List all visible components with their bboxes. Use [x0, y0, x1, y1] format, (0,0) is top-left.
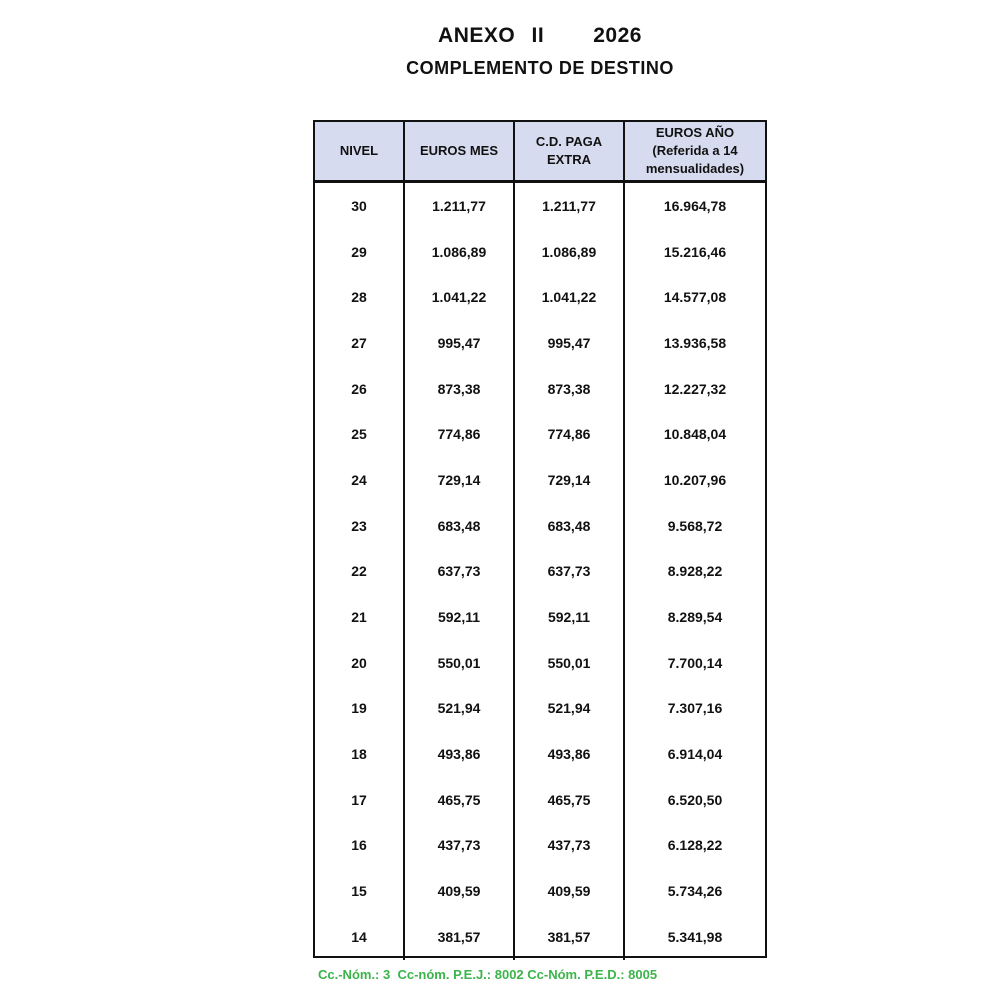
cell-euros-ano: 7.307,16: [667, 700, 723, 717]
column-header-nivel: NIVEL: [315, 122, 404, 182]
table-header-row: [315, 122, 765, 182]
cell-euros-mes: 437,73: [404, 823, 514, 869]
table-row: [315, 457, 765, 503]
table-row: [315, 686, 765, 732]
cell-paga-extra: 873,38: [514, 366, 624, 412]
cell-euros-mes: 1.211,77: [404, 182, 514, 229]
cell-paga-extra: 729,14: [514, 457, 624, 503]
table-row: [315, 731, 765, 777]
cell-euros-ano: 6.914,04: [667, 746, 723, 763]
cell-euros-mes: 774,86: [404, 411, 514, 457]
cell-nivel: 19: [315, 686, 404, 732]
cell-euros-ano: 9.568,72: [667, 517, 723, 534]
table-row: [315, 868, 765, 914]
cell-paga-extra: 437,73: [514, 823, 624, 869]
cell-paga-extra: 1.041,22: [514, 274, 624, 320]
footer-codes: Cc.-Nóm.: 3 Cc-nóm. P.E.J.: 8002 Cc-Nóm. P.E.D.: 8005: [318, 967, 658, 982]
cell-paga-extra: 1.086,89: [514, 229, 624, 275]
cell-paga-extra: 995,47: [514, 320, 624, 366]
column-header-paga-extra: C.D. PAGA EXTRA: [514, 122, 624, 182]
cell-euros-mes: 550,01: [404, 640, 514, 686]
table-body: [315, 182, 765, 960]
column-header-euros-ano: EUROS AÑO (Referida a 14 mensualidades): [624, 122, 765, 182]
cell-paga-extra: 1.211,77: [514, 182, 624, 229]
cell-euros-ano: 16.964,78: [663, 197, 727, 214]
cell-paga-extra: 683,48: [514, 503, 624, 549]
cell-paga-extra: 592,11: [514, 594, 624, 640]
cell-euros-ano: 5.341,98: [667, 928, 723, 945]
cell-paga-extra: 521,94: [514, 686, 624, 732]
cell-euros-ano: 10.848,04: [663, 426, 727, 443]
cell-nivel: 18: [315, 731, 404, 777]
table-row: [315, 640, 765, 686]
cell-nivel: 16: [315, 823, 404, 869]
cell-euros-mes: 465,75: [404, 777, 514, 823]
cell-euros-mes: 409,59: [404, 868, 514, 914]
cell-nivel: 30: [315, 182, 404, 229]
cell-euros-mes: 995,47: [404, 320, 514, 366]
cell-nivel: 21: [315, 594, 404, 640]
cell-paga-extra: 381,57: [514, 914, 624, 960]
cell-nivel: 17: [315, 777, 404, 823]
cell-euros-mes: 1.086,89: [404, 229, 514, 275]
table-row: [315, 777, 765, 823]
cell-paga-extra: 637,73: [514, 549, 624, 595]
cell-paga-extra: 409,59: [514, 868, 624, 914]
cell-euros-mes: 592,11: [404, 594, 514, 640]
document-subtitle: COMPLEMENTO DE DESTINO: [406, 58, 674, 78]
table-row: [315, 229, 765, 275]
table-row: [315, 366, 765, 412]
cell-nivel: 22: [315, 549, 404, 595]
table-row: [315, 411, 765, 457]
cell-euros-mes: 381,57: [404, 914, 514, 960]
table-row: [315, 594, 765, 640]
cell-euros-mes: 493,86: [404, 731, 514, 777]
cell-euros-mes: 521,94: [404, 686, 514, 732]
cell-paga-extra: 465,75: [514, 777, 624, 823]
table-row: [315, 823, 765, 869]
cell-euros-ano: 14.577,08: [663, 289, 727, 306]
cell-nivel: 24: [315, 457, 404, 503]
table-row: [315, 320, 765, 366]
cell-paga-extra: 774,86: [514, 411, 624, 457]
cell-euros-ano: 6.128,22: [667, 837, 723, 854]
table-row: [315, 503, 765, 549]
cell-euros-ano: 10.207,96: [663, 471, 727, 488]
cell-nivel: 28: [315, 274, 404, 320]
table-row: [315, 549, 765, 595]
salary-table: [313, 120, 767, 958]
cell-nivel: 14: [315, 914, 404, 960]
cell-euros-mes: 1.041,22: [404, 274, 514, 320]
document-title: ANEXO II 2026: [438, 24, 642, 47]
table-row: [315, 274, 765, 320]
cell-nivel: 20: [315, 640, 404, 686]
cell-euros-ano: 7.700,14: [667, 654, 723, 671]
table-row: [315, 914, 765, 960]
cell-nivel: 25: [315, 411, 404, 457]
cell-nivel: 23: [315, 503, 404, 549]
cell-nivel: 27: [315, 320, 404, 366]
cell-euros-mes: 873,38: [404, 366, 514, 412]
cell-euros-ano: 8.928,22: [667, 563, 723, 580]
cell-euros-ano: 6.520,50: [667, 791, 723, 808]
cell-paga-extra: 550,01: [514, 640, 624, 686]
cell-euros-mes: 683,48: [404, 503, 514, 549]
cell-nivel: 15: [315, 868, 404, 914]
cell-euros-ano: 15.216,46: [663, 243, 727, 260]
cell-euros-mes: 729,14: [404, 457, 514, 503]
cell-paga-extra: 493,86: [514, 731, 624, 777]
column-header-euros-mes: EUROS MES: [404, 122, 514, 182]
cell-euros-ano: 12.227,32: [663, 380, 727, 397]
cell-euros-ano: 5.734,26: [667, 883, 723, 900]
table-row: [315, 182, 765, 229]
cell-nivel: 29: [315, 229, 404, 275]
cell-euros-ano: 8.289,54: [667, 609, 723, 626]
cell-euros-mes: 637,73: [404, 549, 514, 595]
cell-nivel: 26: [315, 366, 404, 412]
cell-euros-ano: 13.936,58: [663, 334, 727, 351]
